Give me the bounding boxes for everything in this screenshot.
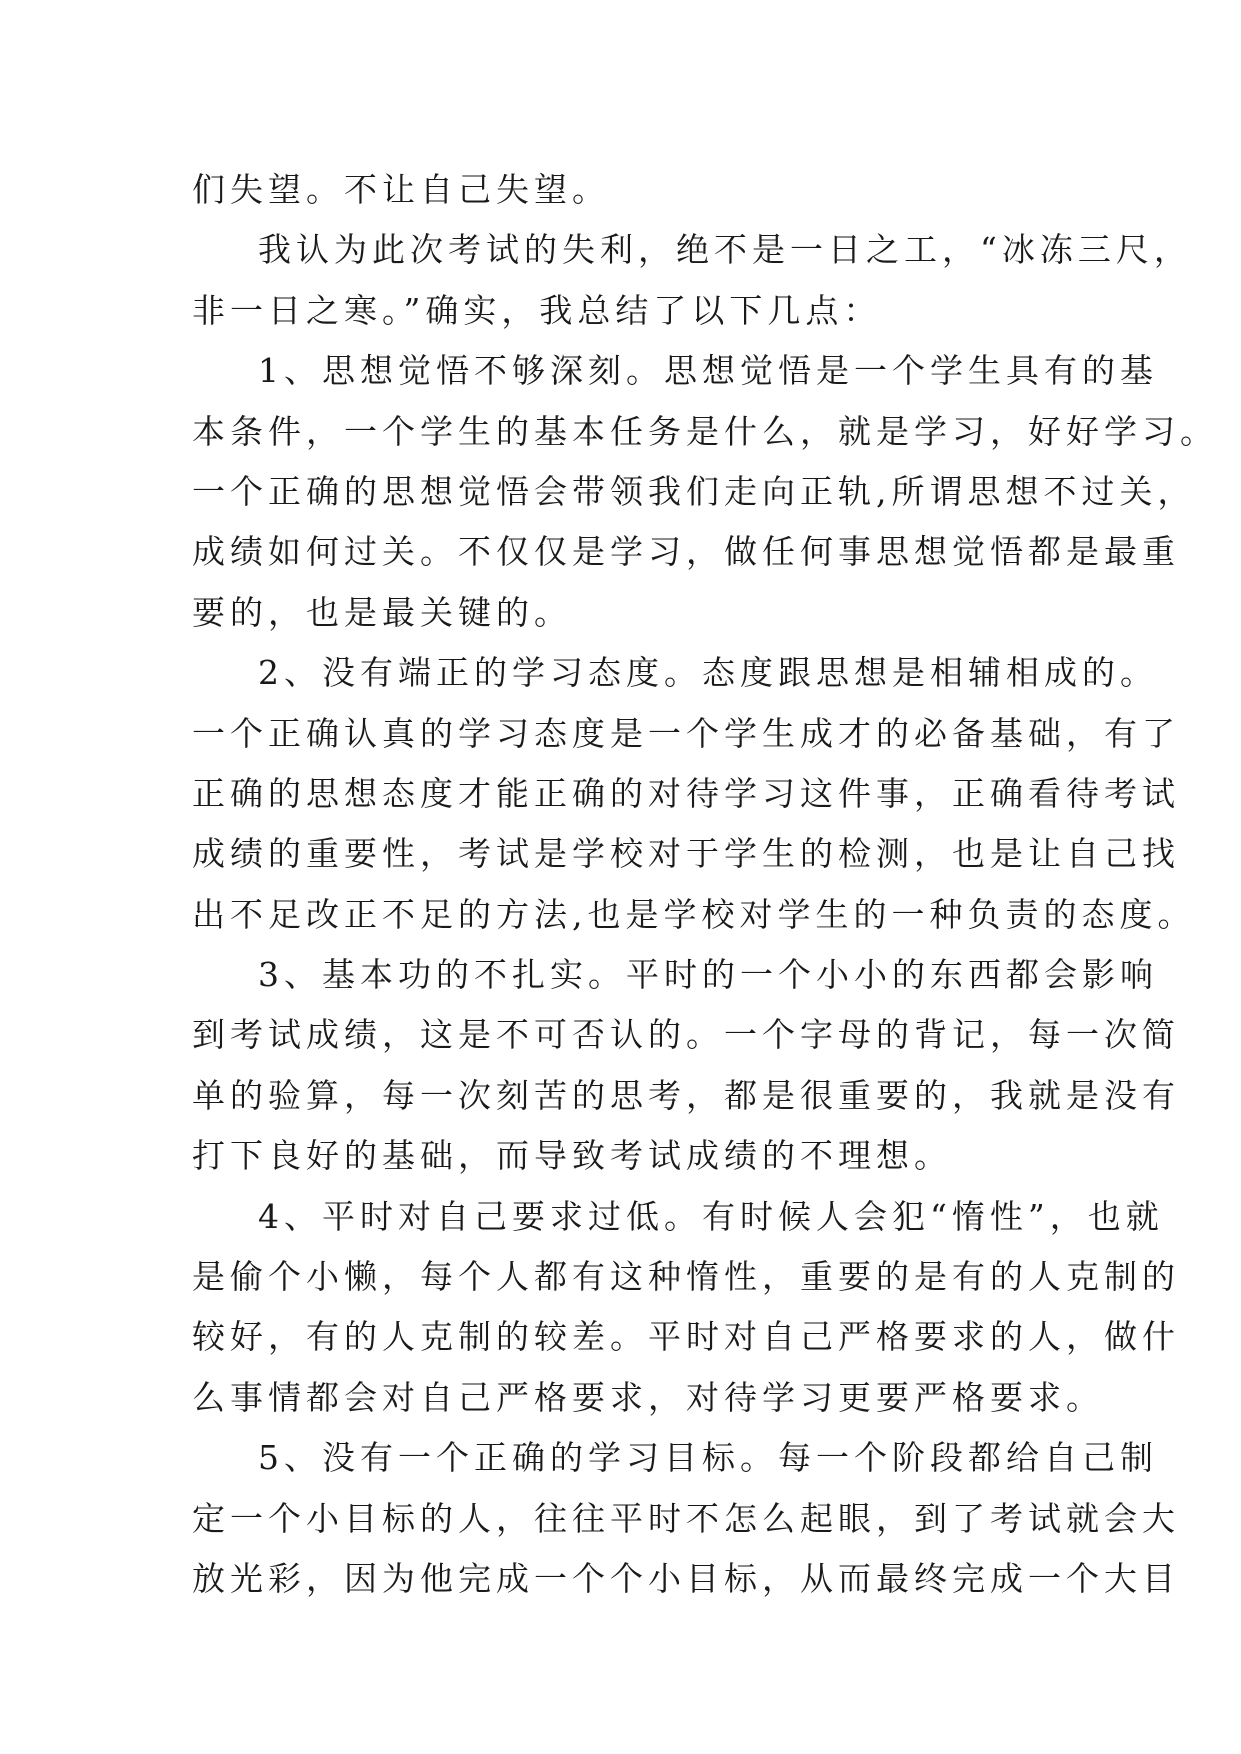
paragraph-point-2	[192, 643, 1196, 945]
text-line: 4、平时对自己要求过低。有时候人会犯“惰性”，也就	[258, 1196, 1164, 1236]
text-line: 是偷个小懒，每个人都有这种惰性，重要的是有的人克制的	[192, 1257, 1180, 1297]
text-line: 出不足改正不足的方法,也是学校对学生的一种负责的态度。	[192, 894, 1196, 934]
text-line: 正确的思想态度才能正确的对待学习这件事，正确看待考试	[192, 773, 1180, 813]
text-line: 5、没有一个正确的学习目标。每一个阶段都给自己制	[258, 1438, 1158, 1478]
paragraph-point-4	[192, 1187, 1180, 1429]
text-line: 们失望。不让自己失望。	[192, 170, 610, 209]
text-line: 一个正确认真的学习态度是一个学生成才的必备基础，有了	[192, 713, 1180, 753]
text-line: 1、思想觉悟不够深刻。思想觉悟是一个学生具有的基	[258, 351, 1158, 391]
text-line: 打下良好的基础，而导致考试成绩的不理想。	[192, 1136, 952, 1176]
paragraph-continuation	[192, 160, 1057, 220]
text-line: 较好，有的人克制的较差。平时对自己严格要求的人，做什	[192, 1317, 1180, 1357]
text-line: 3、基本功的不扎实。平时的一个小小的东西都会影响	[258, 955, 1158, 995]
text-line: 到考试成绩，这是不可否认的。一个字母的背记，每一次简	[192, 1015, 1180, 1055]
text-line: 我认为此次考试的失利，绝不是一日之工，“冰冻三尺，	[258, 230, 1192, 270]
text-line: 放光彩，因为他完成一个个小目标，从而最终完成一个大目	[192, 1558, 1180, 1598]
text-line: 本条件，一个学生的基本任务是什么，就是学习，好好学习。	[192, 411, 1218, 451]
text-line: 定一个小目标的人，往往平时不怎么起眼，到了考试就会大	[192, 1498, 1180, 1538]
paragraph-intro	[192, 220, 1192, 341]
text-line: 成绩的重要性，考试是学校对于学生的检测，也是让自己找	[192, 834, 1180, 874]
text-line: 要的，也是最关键的。	[192, 592, 572, 632]
text-line: 单的验算，每一次刻苦的思考，都是很重要的，我就是没有	[192, 1075, 1180, 1115]
text-line: 一个正确的思想觉悟会带领我们走向正轨,所谓思想不过关，	[192, 471, 1196, 511]
paragraph-point-5	[192, 1428, 1180, 1609]
paragraph-point-1	[192, 341, 1218, 643]
text-line: 2、没有端正的学习态度。态度跟思想是相辅相成的。	[258, 653, 1158, 693]
text-line: 么事情都会对自己严格要求，对待学习更要严格要求。	[192, 1377, 1104, 1417]
text-line: 成绩如何过关。不仅仅是学习，做任何事思想觉悟都是最重	[192, 532, 1180, 572]
text-line: 非一日之寒。”确实，我总结了以下几点：	[192, 290, 882, 330]
paragraph-point-3	[192, 945, 1180, 1187]
document-body	[192, 160, 1218, 1609]
